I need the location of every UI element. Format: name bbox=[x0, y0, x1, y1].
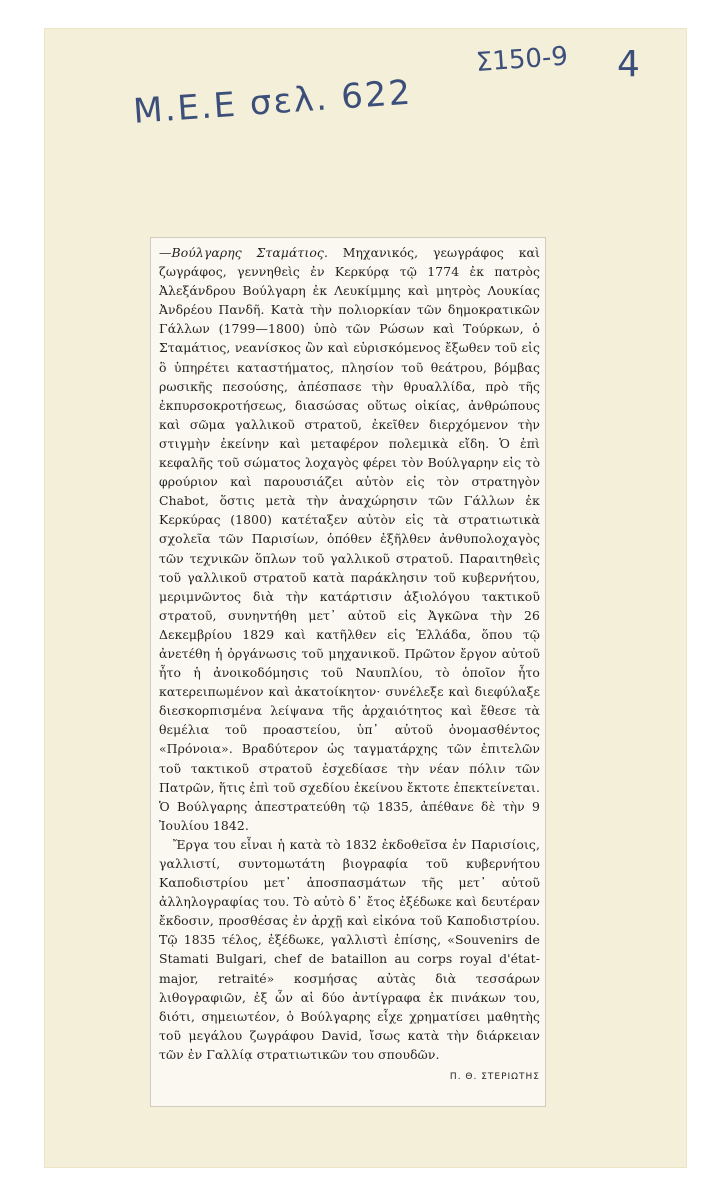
article-paragraph-1 bbox=[159, 243, 540, 835]
article-signature: Π. Θ. ΣΤΕΡΙΩΤΗΣ bbox=[449, 1072, 540, 1083]
article-paragraph-1-text: Μηχανικός, γεωγράφος καὶ ζωγράφος, γεννηθεὶς ἐν Κερκύρᾳ τῷ 1774 ἐκ πατρὸς Ἀλεξάνδρου Βούλγαρη ἐκ Λευκίμμης καὶ μητρὸς Λουκίας Ἀνδρέου Πανδῆ. Κατὰ τὴν πολιορκίαν τῶν δημοκρατικῶν Γάλλων (1799—1800) ὑπὸ τῶν Ρώσων καὶ Τούρκων, ὁ Σταμάτιος, νεανίσκος ὢν καὶ εὑρισκόμενος ἔξωθεν τοῦ εἰς ὃ ὑπηρέτει καταστήματος, πλησίον τοῦ θεάτρου, βόμβας ρωσικῆς πεσούσης, ἀπέσπασε τὴν θρυαλλίδα, πρὸ τῆς ἐκπυρσοκροτήσεως, διασώσας οὕτως οἰκίας, ἀνθρώπους καὶ σῶμα γαλλικοῦ στρατοῦ, ἐκεῖθεν διερχόμενον τὴν στιγμὴν ἐκείνην καὶ μεταφέρον πολεμικὰ εἴδη. Ὁ ἐπὶ κεφαλῆς τοῦ σώματος λοχαγὸς φέρει τὸν Βούλγαρην εἰς τὸ φρούριον καὶ παρουσιάζει αὐτὸν εἰς τὸν στρατηγὸν Chabot, ὅστις μετὰ τὴν ἀναχώρησιν τῶν Γάλλων ἐκ Κερκύρας (1800) κατέταξεν αὐτὸν εἰς τὰ στρατιωτικὰ σχολεῖα τῶν Παρισίων, ὁπόθεν ἐξῆλθεν ἀνθυπολοχαγὸς τῶν τεχνικῶν ὅπλων τοῦ γαλλικοῦ στρατοῦ. Παραιτηθεὶς τοῦ γαλλικοῦ στρατοῦ κατὰ παράκλησιν τοῦ κυβερνήτου, μεριμνῶντος διὰ τὴν κατάρτισιν ἀξιολόγου τακτικοῦ στρατοῦ, συνηντήθη μετ᾽ αὐτοῦ εἰς Ἀγκῶνα τὴν 26 Δεκεμβρίου 1829 καὶ κατῆλθεν εἰς Ἑλλάδα, ὅπου τῷ ἀνετέθη ἡ ὀργάνωσις τοῦ μηχανικοῦ. Πρῶτον ἔργον αὐτοῦ ἦτο ἡ ἀνοικοδόμησις τοῦ Ναυπλίου, τὸ ὁποῖον ἦτο κατερειπωμένον καὶ ἀκατοίκητον· συνέλεξε καὶ διεφύλαξε διεσκορπισμένα λείψανα τῆς ἀρχαιότητος καὶ ἔθεσε τὰ θεμέλια τοῦ προαστείου, ὑπ᾽ αὐτοῦ ὀνομασθέντος «Πρόνοια». Βραδύτερον ὡς ταγματάρχης τῶν ἐπιτελῶν τοῦ τακτικοῦ στρατοῦ ἐσχεδίασε τὴν νέαν πόλιν τῶν Πατρῶν, ἥτις ἐπὶ τοῦ σχεδίου ἐκείνου ἔκτοτε ἐπεκτείνεται. Ὁ Βούλγαρης ἀπεστρατεύθη τῷ 1835, ἀπέθανε δὲ τὴν 9 Ἰουλίου 1842. bbox=[159, 245, 540, 833]
article-paragraph-2 bbox=[159, 835, 540, 1083]
article-body bbox=[159, 243, 540, 1083]
handwritten-source-title: Μ.Ε.Ε σελ. 622 bbox=[132, 72, 414, 132]
article-lead-name: —Βούλγαρης Σταμάτιος. bbox=[159, 245, 328, 260]
article-paragraph-2-text: Ἔργα του εἶναι ἡ κατὰ τὸ 1832 ἐκδοθεῖσα ἐν Παρισίοις, γαλλιστί, συντομωτάτη βιογραφία τοῦ κυβερνήτου Καποδιστρίου μετ᾽ ἀποσπασμάτων τῆς μετ᾽ αὐτοῦ ἀλληλογραφίας του. Τὸ αὐτὸ δ᾽ ἔτος ἐξέδωκε καὶ δευτέραν ἔκδοσιν, προσθέσας ἐν ἀρχῇ καὶ εἰκόνα τοῦ Καποδιστρίου. Τῷ 1835 τέλος, ἐξέδωκε, γαλλιστὶ ἐπίσης, «Souvenirs de Stamati Bulgari, chef de bataillon au corps royal d'état-major, retraité» κοσμήσας αὐτὰς διὰ τεσσάρων λιθογραφιῶν, ἐξ ὧν αἱ δύο ἀντίγραφα ἐκ πινάκων του, διότι, σημειωτέον, ὁ Βούλγαρης εἶχε χρηματίσει μαθητὴς τοῦ μεγάλου ζωγράφου David, ἴσως κατὰ τὴν διάρκειαν τῶν ἐν Γαλλίᾳ στρατιωτικῶν του σπουδῶν. bbox=[159, 836, 540, 1062]
handwritten-reference: Σ150-9 bbox=[475, 41, 569, 78]
handwritten-page-number: 4 bbox=[617, 44, 640, 85]
newspaper-clipping bbox=[150, 237, 546, 1107]
